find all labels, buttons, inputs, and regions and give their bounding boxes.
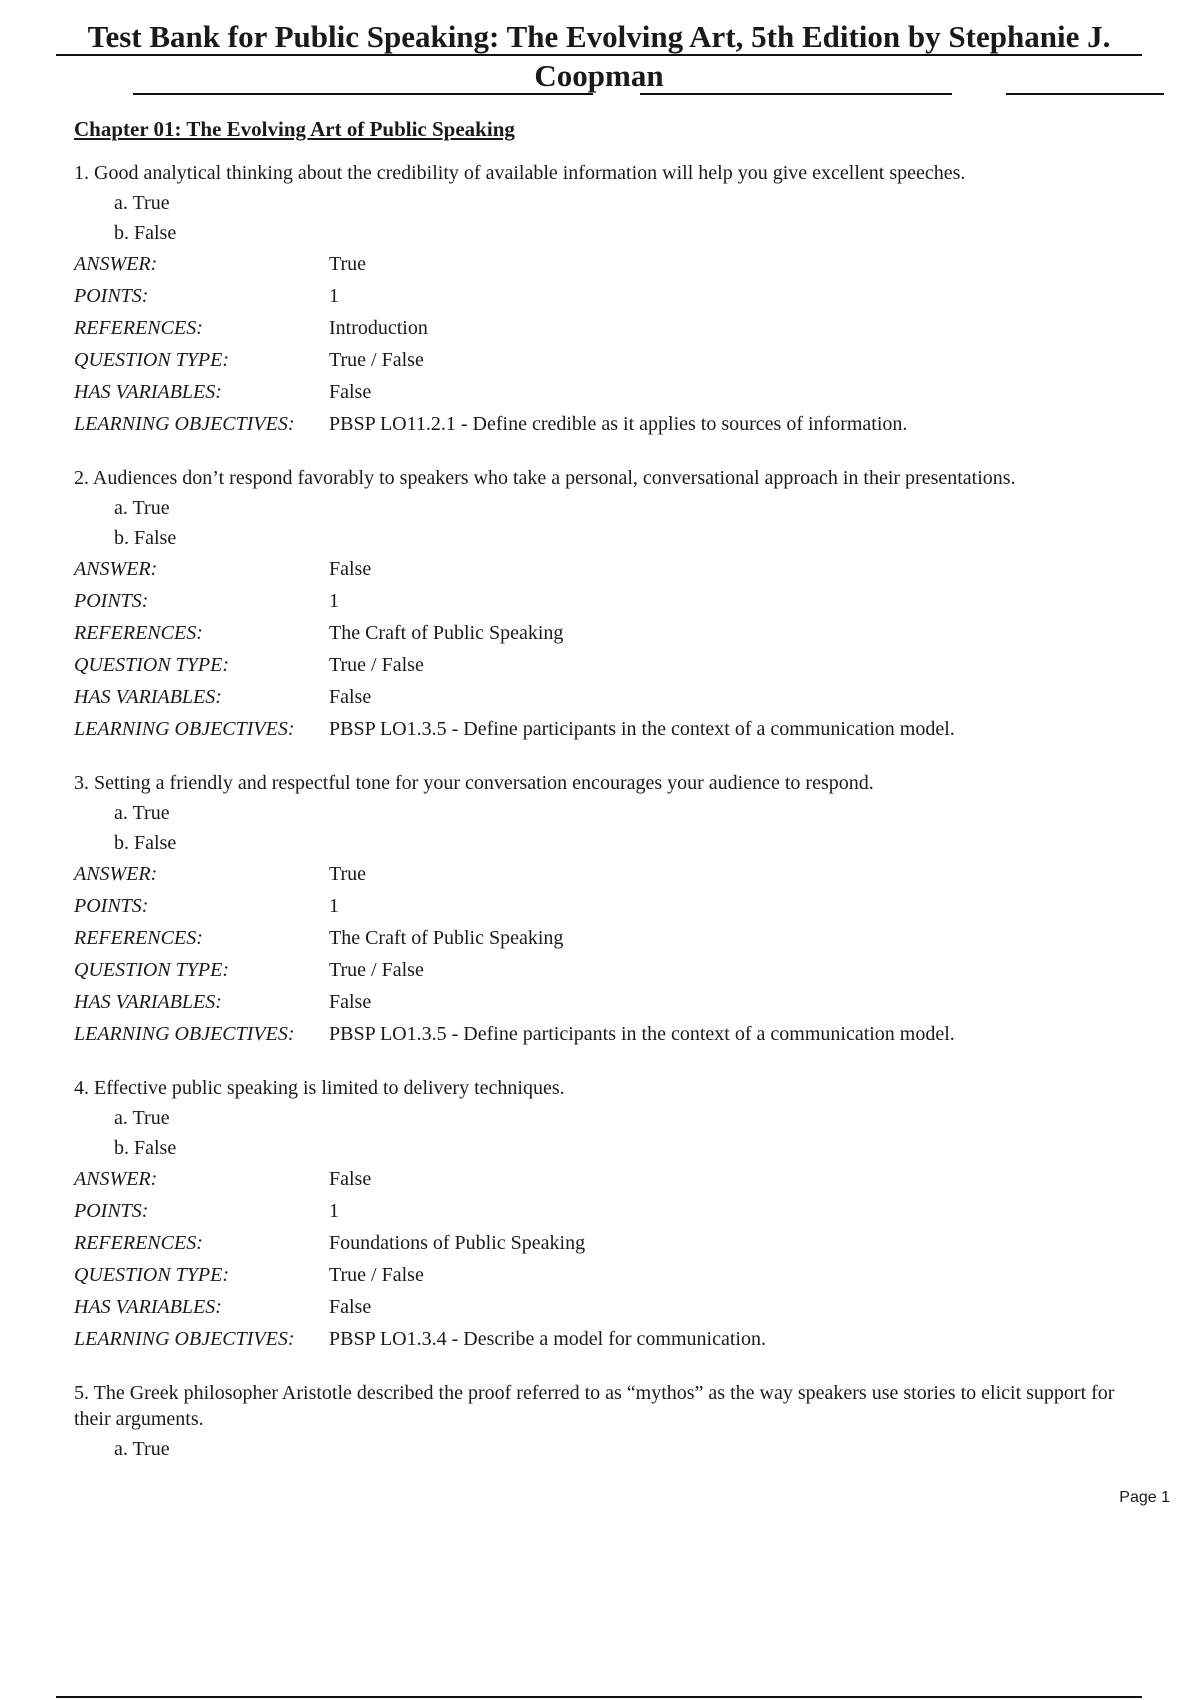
has-variables-label: HAS VARIABLES:: [74, 381, 222, 403]
has-variables-row: [74, 986, 1134, 1018]
question-type-value: True / False: [329, 654, 424, 676]
option-b: b. False: [114, 832, 177, 854]
learning-objectives-row: [74, 713, 1134, 745]
chapter-heading: Chapter 01: The Evolving Art of Public Speaking: [74, 117, 515, 141]
learning-objectives-value: PBSP LO1.3.5 - Define participants in the context of a communication model.: [329, 718, 955, 740]
question-5: [74, 1380, 1134, 1464]
has-variables-label: HAS VARIABLES:: [74, 1296, 222, 1318]
references-label: REFERENCES:: [74, 1232, 203, 1254]
answer-row: [74, 553, 1134, 585]
points-row: [74, 280, 1134, 312]
references-value: The Craft of Public Speaking: [329, 927, 564, 949]
question-stem: 3. Setting a friendly and respectful tone for your conversation encourages your audience to respond.: [74, 772, 874, 794]
has-variables-row: [74, 1291, 1134, 1323]
title-underline-3: [640, 93, 952, 95]
title-underline-1: [56, 54, 1142, 56]
points-label: POINTS:: [74, 1200, 149, 1222]
answer-label: ANSWER:: [74, 558, 158, 580]
points-row: [74, 1195, 1134, 1227]
answer-value: True: [329, 863, 367, 885]
learning-objectives-value: PBSP LO1.3.4 - Describe a model for communication.: [329, 1328, 766, 1350]
question-type-value: True / False: [329, 1264, 424, 1286]
points-value: 1: [329, 1200, 339, 1222]
question-stem: 1. Good analytical thinking about the credibility of available information will help you give excellent speeches.: [74, 162, 966, 184]
points-label: POINTS:: [74, 285, 149, 307]
answer-value: True: [329, 253, 367, 275]
references-label: REFERENCES:: [74, 927, 203, 949]
has-variables-label: HAS VARIABLES:: [74, 686, 222, 708]
references-label: REFERENCES:: [74, 622, 203, 644]
option-a: a. True: [114, 1438, 170, 1460]
has-variables-value: False: [329, 686, 372, 708]
has-variables-value: False: [329, 1296, 372, 1318]
option-a: a. True: [114, 192, 170, 214]
references-value: The Craft of Public Speaking: [329, 622, 564, 644]
has-variables-row: [74, 681, 1134, 713]
has-variables-value: False: [329, 991, 372, 1013]
question-type-label: QUESTION TYPE:: [74, 1264, 230, 1286]
title-line-1: Test Bank for Public Speaking: The Evolving Art, 5th Edition by Stephanie J.: [87, 19, 1111, 54]
answer-value: False: [329, 558, 372, 580]
option-a: a. True: [114, 802, 170, 824]
question-stem: 5. The Greek philosopher Aristotle described the proof referred to as “mythos” as the way speakers use stories to elicit support for their arguments.: [74, 1382, 1115, 1430]
points-row: [74, 585, 1134, 617]
answer-label: ANSWER:: [74, 863, 158, 885]
references-row: [74, 312, 1134, 344]
question-3: [74, 770, 1134, 1050]
points-value: 1: [329, 285, 339, 307]
question-type-row: [74, 1259, 1134, 1291]
answer-row: [74, 1163, 1134, 1195]
points-value: 1: [329, 895, 339, 917]
question-1: [74, 160, 1134, 440]
question-2: [74, 465, 1134, 745]
references-row: [74, 1227, 1134, 1259]
option-b: b. False: [114, 1137, 177, 1159]
answer-label: ANSWER:: [74, 1168, 158, 1190]
references-value: Foundations of Public Speaking: [329, 1232, 586, 1254]
has-variables-value: False: [329, 381, 372, 403]
has-variables-label: HAS VARIABLES:: [74, 991, 222, 1013]
learning-objectives-row: [74, 1018, 1134, 1050]
question-4: [74, 1075, 1134, 1355]
points-row: [74, 890, 1134, 922]
document-title: [56, 18, 1142, 93]
learning-objectives-value: PBSP LO11.2.1 - Define credible as it applies to sources of information.: [329, 413, 908, 435]
learning-objectives-value: PBSP LO1.3.5 - Define participants in the context of a communication model.: [329, 1023, 955, 1045]
points-label: POINTS:: [74, 895, 149, 917]
question-stem: 4. Effective public speaking is limited to delivery techniques.: [74, 1077, 565, 1099]
question-stem: 2. Audiences don’t respond favorably to speakers who take a personal, conversational approach in their presentations.: [74, 467, 1016, 489]
page-number: Page 1: [1119, 1489, 1170, 1506]
references-label: REFERENCES:: [74, 317, 203, 339]
points-value: 1: [329, 590, 339, 612]
answer-row: [74, 248, 1134, 280]
learning-objectives-label: LEARNING OBJECTIVES:: [74, 413, 295, 435]
question-type-label: QUESTION TYPE:: [74, 959, 230, 981]
question-type-row: [74, 954, 1134, 986]
learning-objectives-row: [74, 1323, 1134, 1355]
option-a: a. True: [114, 497, 170, 519]
question-type-row: [74, 649, 1134, 681]
answer-label: ANSWER:: [74, 253, 158, 275]
references-value: Introduction: [329, 317, 428, 339]
has-variables-row: [74, 376, 1134, 408]
title-underline-2: [133, 93, 593, 95]
points-label: POINTS:: [74, 590, 149, 612]
learning-objectives-label: LEARNING OBJECTIVES:: [74, 718, 295, 740]
option-b: b. False: [114, 222, 177, 244]
title-line-2: Coopman: [534, 58, 664, 93]
learning-objectives-label: LEARNING OBJECTIVES:: [74, 1328, 295, 1350]
references-row: [74, 617, 1134, 649]
learning-objectives-label: LEARNING OBJECTIVES:: [74, 1023, 295, 1045]
question-type-value: True / False: [329, 349, 424, 371]
question-type-value: True / False: [329, 959, 424, 981]
learning-objectives-row: [74, 408, 1134, 440]
option-b: b. False: [114, 527, 177, 549]
answer-row: [74, 858, 1134, 890]
question-type-row: [74, 344, 1134, 376]
question-type-label: QUESTION TYPE:: [74, 654, 230, 676]
option-a: a. True: [114, 1107, 170, 1129]
answer-value: False: [329, 1168, 372, 1190]
question-type-label: QUESTION TYPE:: [74, 349, 230, 371]
references-row: [74, 922, 1134, 954]
title-underline-4: [1006, 93, 1164, 95]
footer-rule: [56, 1696, 1142, 1698]
